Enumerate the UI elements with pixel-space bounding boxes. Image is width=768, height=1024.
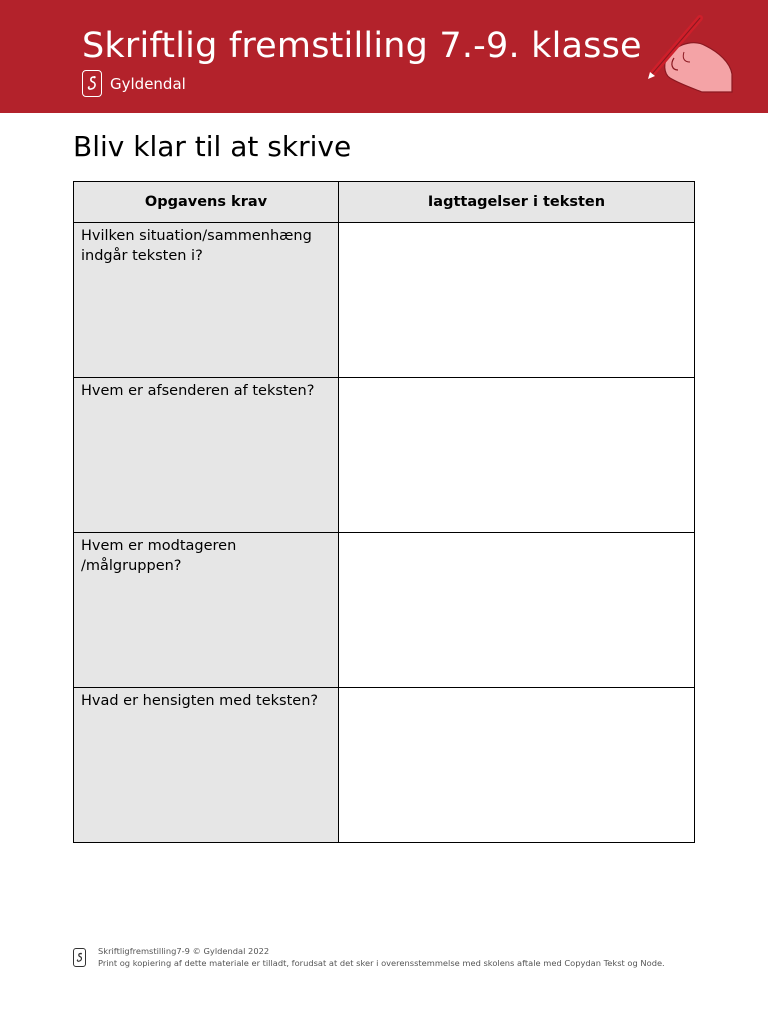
brand-name: Gyldendal	[110, 74, 186, 93]
table-row	[74, 688, 695, 843]
column-header: Opgavens krav	[74, 182, 339, 223]
section-heading: Bliv klar til at skrive	[73, 130, 352, 163]
gyldendal-swan-icon	[73, 948, 86, 967]
page-title: Skriftlig fremstilling 7.-9. klasse	[82, 26, 642, 66]
requirement-cell: Hvilken situation/sammenhæng indgår teksten i?	[74, 223, 339, 378]
footer-copyright: Skriftligfremstilling7-9 © Gyldendal 2022	[98, 946, 270, 956]
observation-cell	[339, 533, 695, 688]
gyldendal-swan-icon	[82, 70, 102, 97]
column-header: Iagttagelser i teksten	[339, 182, 695, 223]
table-row	[74, 378, 695, 533]
table-row	[74, 533, 695, 688]
table-header-row	[74, 182, 695, 223]
footer-text	[98, 945, 665, 969]
brand	[82, 70, 186, 97]
requirements-table	[73, 181, 695, 843]
observation-cell	[339, 223, 695, 378]
requirement-cell: Hvem er afsenderen af teksten?	[74, 378, 339, 533]
observation-cell	[339, 378, 695, 533]
footer-license: Print og kopiering af dette materiale er tilladt, forudsat at det sker i overensstemmelse med skolens aftale med Copydan Tekst og Node.	[98, 958, 665, 968]
requirement-cell: Hvad er hensigten med teksten?	[74, 688, 339, 843]
table-row	[74, 223, 695, 378]
hand-writing-pen-icon	[640, 12, 736, 98]
requirement-cell: Hvem er modtageren /målgruppen?	[74, 533, 339, 688]
observation-cell	[339, 688, 695, 843]
footer	[73, 945, 665, 969]
header-banner	[0, 0, 768, 113]
